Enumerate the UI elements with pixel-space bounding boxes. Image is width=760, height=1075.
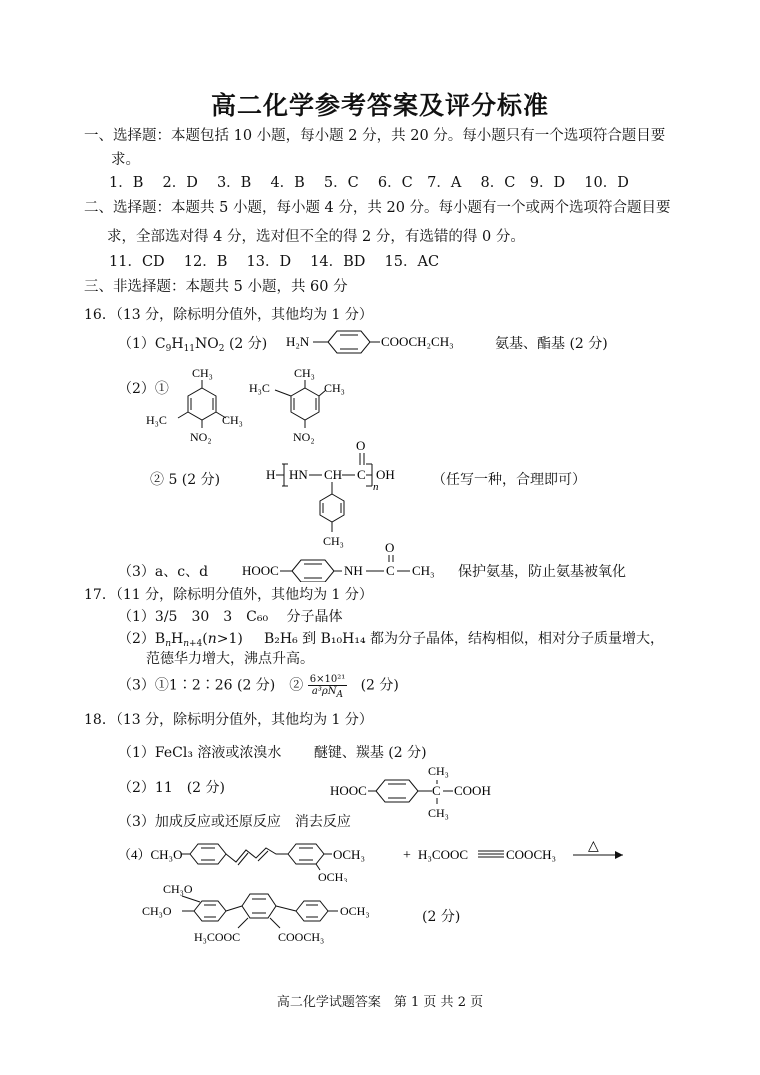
svg-text:CH: CH <box>324 467 343 482</box>
q16-p2-2-label: ② 5 (2 分) <box>150 472 221 488</box>
section2-answers: 11．CD 12．B 13．D 14．BD 15．AC <box>109 254 440 270</box>
svg-text:C: C <box>386 563 395 578</box>
q16-p3-note: 保护氨基，防止氨基被氧化 <box>458 564 626 580</box>
q16-p2-label: （2）① <box>118 381 169 397</box>
svg-text:COOH: COOH <box>454 783 491 798</box>
svg-text:C: C <box>357 467 366 482</box>
q17-p3: （3）①1∶2∶26 (2 分) ② $\frac{\text{6×10²¹}}{a^3\rho N_A}$ (2 分) <box>118 674 399 700</box>
svg-text:OCH₃: OCH₃ <box>318 870 348 882</box>
section1-answers: 1．B 2．D 3．B 4．B 5．C 6．C 7．A 8．C 9．D 10．D <box>109 175 629 191</box>
page-footer: 高二化学试题答案 第 1 页 共 2 页 <box>276 995 484 1010</box>
svg-text:CH₃O: CH₃O <box>142 904 172 918</box>
q18-p4-reaction <box>118 832 638 882</box>
svg-text:COOCH₃: COOCH₃ <box>506 847 557 862</box>
svg-text:O: O <box>385 540 395 555</box>
q18-p2-structure <box>328 760 518 826</box>
section2-heading-cont: 求，全部选对得 4 分，选对但不全的得 2 分，有选错的得 0 分。 <box>107 229 525 245</box>
section1-heading: 一、选择题：本题包括 10 小题，每小题 2 分，共 20 分。每小题只有一个选项符合题目要 <box>84 128 666 144</box>
q16-structure-a <box>140 362 260 450</box>
q17-header: 17．（11 分，除标明分值外，其他均为 1 分） <box>84 587 373 603</box>
svg-text:HN: HN <box>289 467 308 482</box>
svg-text:CH₃O: CH₃O <box>163 882 193 896</box>
svg-text:n: n <box>373 481 379 493</box>
svg-text:H₃C: H₃C <box>146 413 167 427</box>
section3-heading: 三、非选择题：本题共 5 小题，共 60 分 <box>84 279 348 295</box>
svg-text:CH₃: CH₃ <box>428 764 449 778</box>
svg-text:NH: NH <box>344 563 363 578</box>
svg-text:+: + <box>403 848 411 863</box>
q17-p1: （1）3/5 30 3 C₆₀ 分子晶体 <box>118 609 343 625</box>
q17-fraction: $\frac{\text{6×10²¹}}{a^3\rho N_A}$ <box>309 674 346 700</box>
svg-text:H₃COOC: H₃COOC <box>418 847 469 862</box>
svg-text:COOCH₃: COOCH₃ <box>278 930 325 944</box>
svg-text:HOOC: HOOC <box>330 783 367 798</box>
svg-text:OCH₃: OCH₃ <box>333 847 365 862</box>
svg-text:NO₂: NO₂ <box>293 430 315 444</box>
q18-p3: （3）加成反应或还原反应 消去反应 <box>118 814 351 830</box>
q16-p1-formula: $(1)C_9H_{11}NO_2$ (2 分) <box>118 336 268 354</box>
q17-p2-cont: 范德华力增大，沸点升高。 <box>146 651 314 667</box>
q17-p2-formula: $(2)B_nH_{n+4}(n>1)$ <box>118 631 243 649</box>
q17-p2-text: B₂H₆ 到 B₁₀H₁₄ 都为分子晶体，结构相似，相对分子质量增大， <box>264 631 665 647</box>
svg-text:OH: OH <box>376 467 395 482</box>
q18-p2: （2）11 (2 分) <box>118 780 226 796</box>
svg-text:CH₃: CH₃ <box>222 413 243 427</box>
svg-text:（4）CH₃O: （4）CH₃O <box>118 847 183 862</box>
q16-header: 16．（13 分，除标明分值外，其他均为 1 分） <box>84 307 373 323</box>
q18-p4-score: (2 分) <box>422 909 461 925</box>
svg-text:O: O <box>356 440 366 453</box>
section1-heading-cont: 求。 <box>111 152 140 168</box>
svg-text:H: H <box>266 467 276 482</box>
q18-p4-product <box>138 876 408 946</box>
svg-text:CH₃: CH₃ <box>192 366 213 380</box>
svg-text:CH₃: CH₃ <box>412 563 435 578</box>
q16-p1-groups: 氨基、酯基 (2 分) <box>495 336 608 352</box>
q18-p1: （1）FeCl₃ 溶液或浓溴水 醚键、羰基 (2 分) <box>118 745 427 761</box>
svg-text:CH₃: CH₃ <box>294 366 315 380</box>
svg-text:HOOC: HOOC <box>242 563 279 578</box>
svg-text:H₃C: H₃C <box>249 381 270 395</box>
svg-text:C: C <box>432 783 441 798</box>
q16-structure-b <box>248 362 358 450</box>
svg-text:H₃COOC: H₃COOC <box>194 930 241 944</box>
svg-text:CH₃: CH₃ <box>428 806 449 820</box>
svg-text:OCH₃: OCH₃ <box>340 904 370 918</box>
svg-text:H₂N: H₂N <box>286 334 310 349</box>
svg-text:COOCH₂CH₃: COOCH₂CH₃ <box>381 334 454 349</box>
svg-text:NO₂: NO₂ <box>190 430 212 444</box>
section2-heading: 二、选择题：本题共 5 小题，每小题 4 分，共 20 分。每小题有一个或两个选项符合题目要 <box>84 200 671 216</box>
svg-text:CH₃: CH₃ <box>323 534 344 548</box>
page-title: 高二化学参考答案及评分标准 <box>210 91 549 120</box>
svg-text:CH₃: CH₃ <box>324 381 345 395</box>
q16-polymer-structure <box>262 440 432 552</box>
q16-p2-note: （任写一种，合理即可） <box>432 472 586 488</box>
q18-header: 18．（13 分，除标明分值外，其他均为 1 分） <box>84 712 373 728</box>
q16-p1-structure <box>284 326 464 360</box>
svg-text:△: △ <box>588 839 599 854</box>
q16-p3-label: （3）a、c、d <box>118 564 209 580</box>
q16-p3-structure <box>240 538 450 582</box>
